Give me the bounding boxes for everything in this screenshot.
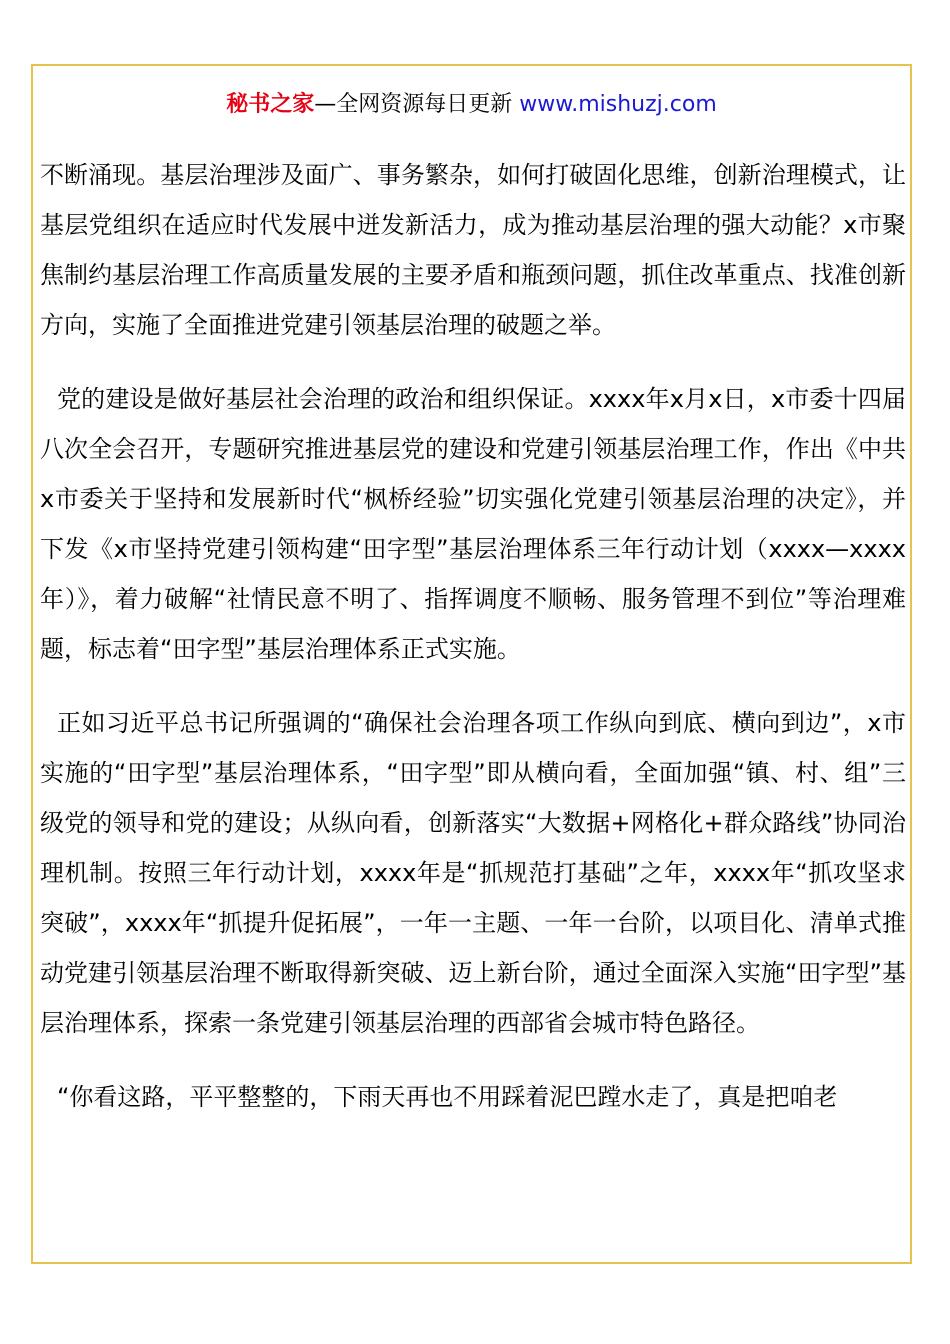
site-header bbox=[33, 90, 910, 120]
page-frame bbox=[31, 64, 912, 1264]
site-slogan: —全网资源每日更新 bbox=[314, 92, 513, 117]
paragraph-party-building: 党的建设是做好基层社会治理的政治和组织保证。xxxx年x月x日，x市委十四届八次全会召开，专题研究推进基层党的建设和党建引领基层治理工作，作出《中共x市委关于坚持和发展新时代“枫桥经验”切实强化党建引领基层治理的决定》，并下发《x市坚持党建引领构建“田字型”基层治理体系三年行动计划（xxxx—xxxx年）》，着力破解“社情民意不明了、指挥调度不顺畅、服务管理不到位”等治理难题，标志着“田字型”基层治理体系正式实施。 bbox=[40, 385, 906, 663]
article-body bbox=[40, 150, 906, 1146]
site-url-link[interactable]: www.mishuzj.com bbox=[519, 92, 717, 117]
paragraph-continued: 不断涌现。基层治理涉及面广、事务繁杂，如何打破固化思维，创新治理模式，让基层党组织在适应时代发展中迸发新活力，成为推动基层治理的强大动能？x市聚焦制约基层治理工作高质量发展的主要矛盾和瓶颈问题，抓住改革重点、找准创新方向，实施了全面推进党建引领基层治理的破题之举。 bbox=[40, 161, 906, 339]
paragraph-tian-system: 正如习近平总书记所强调的“确保社会治理各项工作纵向到底、横向到边”，x市实施的“田字型”基层治理体系，“田字型”即从横向看，全面加强“镇、村、组”三级党的领导和党的建设；从纵向看，创新落实“大数据+网格化+群众路线”协同治理机制。按照三年行动计划，xxxx年是“抓规范打基础”之年，xxxx年“抓攻坚求突破”，xxxx年“抓提升促拓展”，一年一主题、一年一台阶，以项目化、清单式推动党建引领基层治理不断取得新突破、迈上新台阶，通过全面深入实施“田字型”基层治理体系，探索一条党建引领基层治理的西部省会城市特色路径。 bbox=[40, 709, 906, 1037]
site-brand: 秘书之家 bbox=[226, 92, 315, 117]
paragraph-quote: “你看这路，平平整整的，下雨天再也不用踩着泥巴蹚水走了，真是把咱老 bbox=[57, 1083, 838, 1111]
